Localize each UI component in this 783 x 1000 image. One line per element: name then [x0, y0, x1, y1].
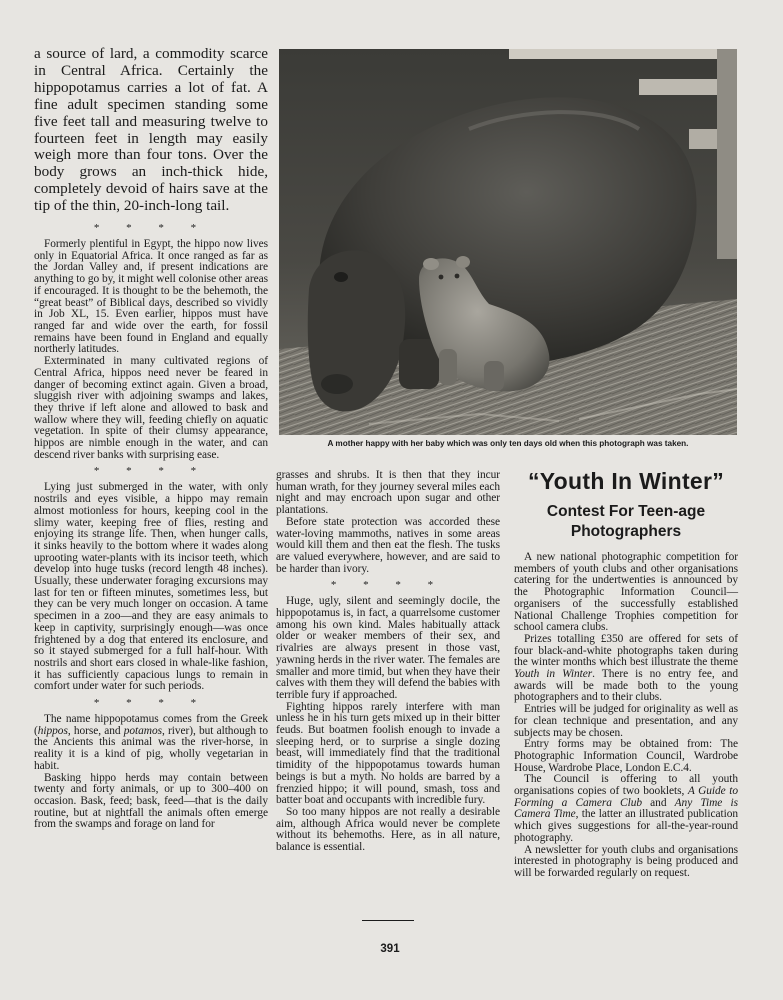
photo-caption: A mother happy with her baby which was only ten days old when this photograph was taken. — [327, 439, 689, 448]
paragraph-fighting: Fighting hippos rarely interfere with man unless he in his turn gets mixed up in their bitter feuds. But boatmen foolish enough to invade a sleeping herd, or to surprise a single dozing beast, will immediately find that the traditional timidity of the hippopotamus towards human beings is but a myth. No holds are barred by a frenzied hippo; it will pound, smash, toss and batter boat and occupants with incredible fury. — [276, 700, 500, 807]
paragraph-name-origin — [34, 714, 268, 773]
section-divider: * * * * — [93, 697, 209, 710]
text-run: and — [642, 796, 675, 809]
paragraph-entry-forms: Entry forms may be obtained from: The Photographic Information Council, Wardrobe House, Wardrobe Place, London E.C.4. — [514, 738, 738, 774]
italic-title: A Guide to Forming a Camera Club — [514, 785, 738, 809]
paragraph-state-protection: Before state protection was accorded these water-loving mammoths, natives in some areas would kill them and then eat the flesh. The tusks are valued everywhere, however, and are said to be harder than ivory. — [276, 515, 500, 575]
contest-headline: “Youth In Winter” — [527, 468, 725, 494]
text-run: The name hippopotamus comes from the Greek ( — [34, 713, 268, 737]
text-run: , river), but although to the Ancients this animal was the river-horse, in reality it is a kind of pig, wholly vegetarian in habit. — [34, 724, 268, 772]
lead-paragraph: a source of lard, a commodity scarce in Central Africa. Certainly the hippopotamus carries a lot of fat. A fine adult specimen standing some five feet tall and measuring twelve to fourteen feet in length may easily weigh more than four tons. Over the body grows an inch-thick hide, completely devoid of hairs save at the tip of the thin, 20-inch-long tail. — [34, 45, 268, 215]
paragraph-judging: Entries will be judged for originality as well as for clean technique and presentation, and any subjects may be chosen. — [514, 703, 738, 739]
text-run: . There is no entry fee, and awards will be made both to the young photographers and to their clubs. — [514, 668, 738, 704]
paragraph-submerged: Lying just submerged in the water, with only nostrils and eyes visible, a hippo may remain almost motionless for hours, keeping cool in the slimy water, keeping free of flies, resting and enjoying its strange life. Then, when hunger calls, it sinks heavily to the bottom where it wades along uprooting water-plants with its incisor teeth, which develop into huge tusks (record length 48 inches). Usually, these underwater foraging excursions may last for ten or fifteen minutes, sometimes less, but they can be very much longer on occasion. A tame specimen in a zoo—and they are easy animals to keep in captivity, surprisingly enough—was once frightened by a dog that entered its enclosure, and so it stayed submerged for a full half-hour. With nostrils and short ears closed in whale-like fashion, it has sufficiently capacious lungs to remain in comfort under water for such periods. — [34, 481, 268, 693]
italic-word: potamos — [123, 724, 162, 737]
left-column — [34, 46, 268, 831]
italic-word: hippos — [37, 724, 68, 737]
text-run: The Council is offering to all youth organisations copies of two booklets, — [514, 773, 738, 798]
right-column — [514, 468, 738, 880]
italic-title: Any Time is Camera Time — [514, 796, 738, 821]
italic-title: Youth in Winter — [514, 668, 593, 681]
section-divider: * * * * — [330, 579, 446, 592]
text-run: , the latter an illustrated publication which gives suggestions for all-the-year-round photography. — [514, 808, 739, 844]
text-run: , horse, and — [67, 724, 124, 737]
end-rule — [362, 920, 414, 921]
paragraph-competition: A new national photographic competition for members of youth clubs and other organisations catering for the undertwenties is announced by the Photographic Information Council—organisers of the successfully established National Challenge Trophies competition for school camera clubs. — [514, 551, 738, 634]
paragraph-grasses: grasses and shrubs. It is then that they incur human wrath, for they journey several miles each night and may encroach upon sugar and other plantations. — [276, 469, 500, 517]
paragraph-basking: Basking hippo herds may contain between twenty and forty animals, or up to 300–400 on occasion. Bask, feed; bask, feed—that is the daily routine, but at nightfall the animals often emerge from the swamps and forage on land for — [34, 771, 268, 831]
section-divider: * * * * — [93, 465, 209, 478]
paragraph-balance: So too many hippos are not really a desirable aim, although Africa would never be complete without its behemoths. Here, as in all nature, balance is essential. — [276, 805, 500, 854]
hippo-photograph — [279, 49, 737, 435]
paragraph-egypt: Formerly plentiful in Egypt, the hippo now lives only in Equatorial Africa. It once ranged as far as the Jordan Valley and, if present indications are anything to go by, it might well colonise other areas if encouraged. It is thought to be the behemoth, the “great beast” of Biblical days, described so vividly in Job XL, 15. Even earlier, hippos must have ranged far and wide over the earth, for fossil remains have been found in England and equally northerly latitudes. — [34, 238, 268, 356]
section-divider: * * * * — [93, 222, 209, 235]
paragraph-prizes — [514, 634, 738, 704]
page-number: 391 — [380, 943, 400, 955]
paragraph-quarrelsome: Huge, ugly, silent and seemingly docile, the hippopotamus is, in fact, a quarrelsome customer among his own kind. Males habitually attack older or weaker members of their sex, and rivalries are always present in those vast, yawning herds in the river water. The females are smaller and more timid, but when they have their calves with them they will defend the babies with terrible fury if approached. — [276, 595, 500, 701]
paragraph-newsletter: A newsletter for youth clubs and organisations interested in photography is being produced and will be forwarded regularly on request. — [514, 843, 738, 879]
paragraph-exterminated: Exterminated in many cultivated regions of Central Africa, hippos need never be feared in danger of becoming extinct again. Given a broad, sluggish river with adjoining swamps and lakes, they thrive if left alone and allowed to bask and wallow where they will, feeding chiefly on aquatic vegetation. In spite of their clumsy appearance, hippos are nimble enough in the water, and can descend river banks with surprising ease. — [34, 355, 268, 461]
hippo-mother-and-baby-image — [279, 49, 737, 435]
middle-column — [276, 470, 500, 854]
text-run: Prizes totalling £350 are offered for sets of four black-and-white photographs taken during the winter months which best illustrate the theme — [514, 632, 738, 669]
paragraph-booklets — [514, 774, 738, 844]
contest-subheadline: Contest For Teen-age Photographers — [546, 503, 706, 540]
